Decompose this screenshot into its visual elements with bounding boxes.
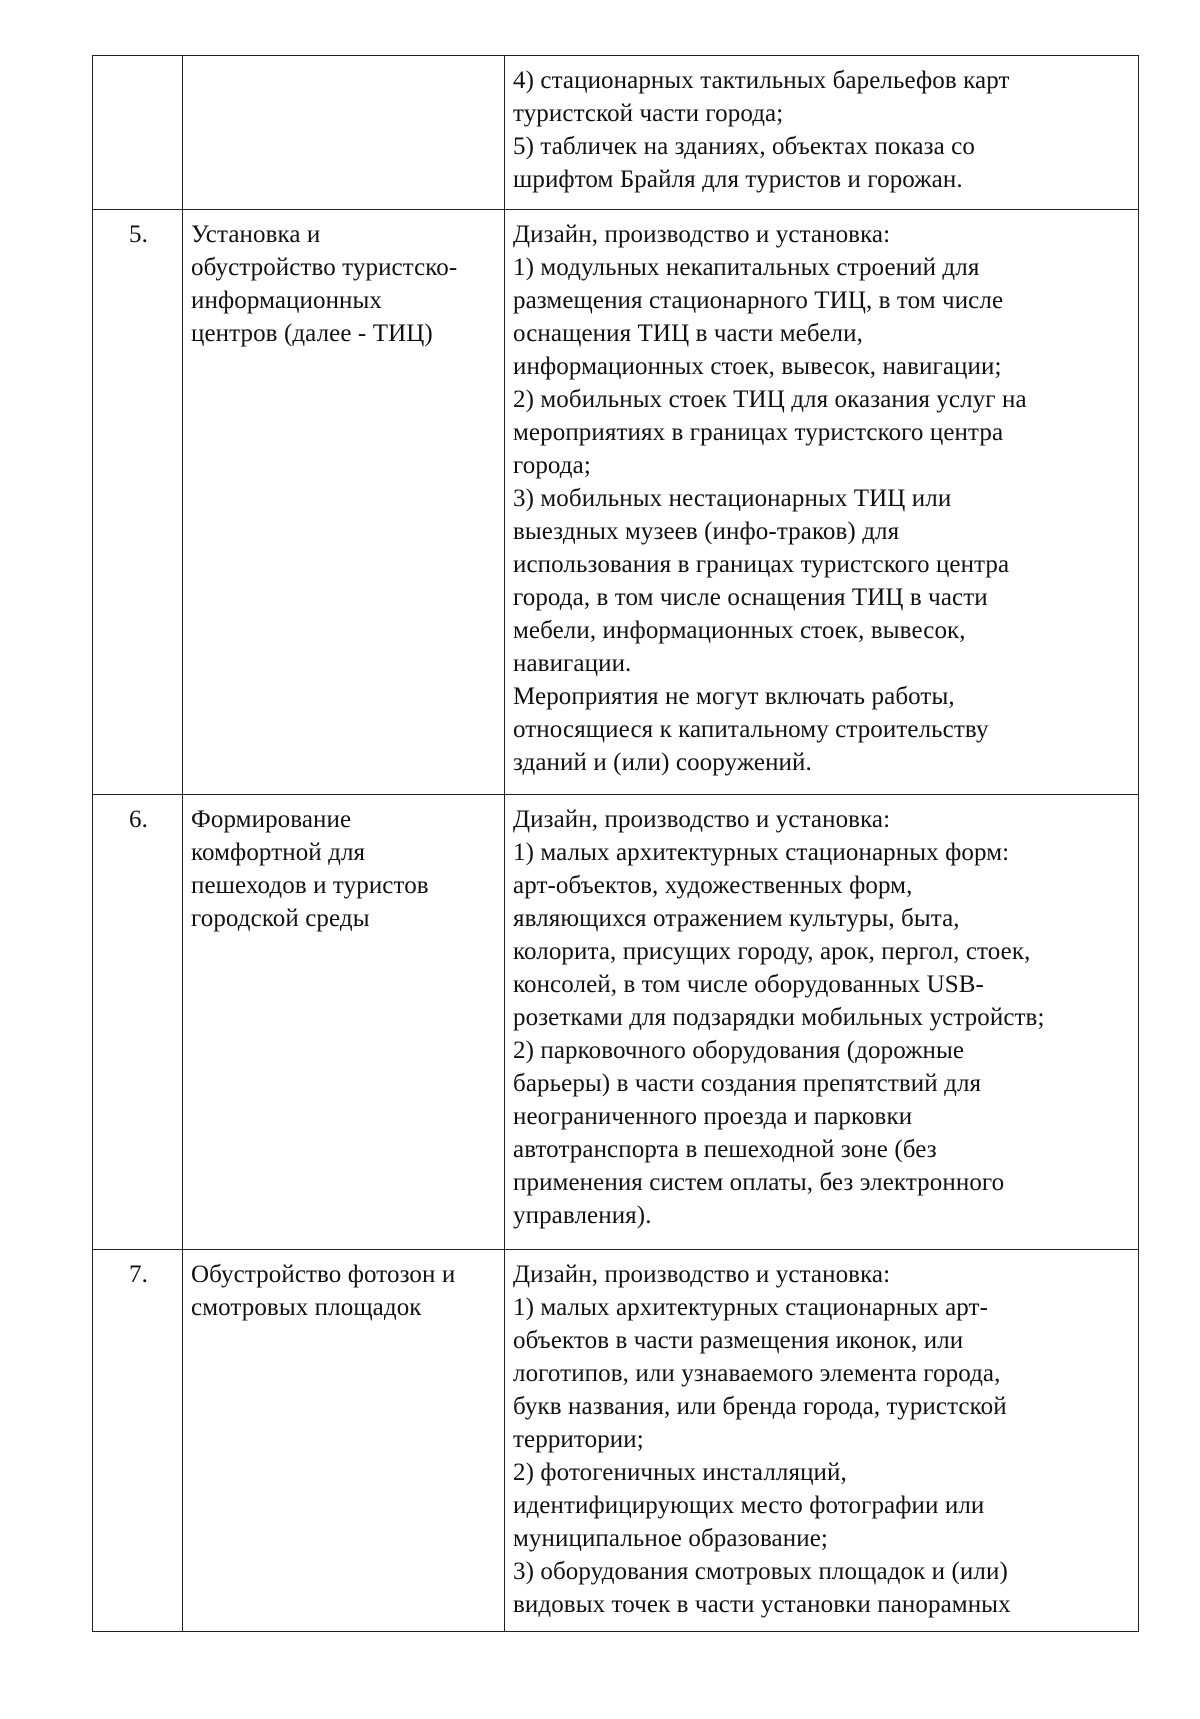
description-line: города, в том числе оснащения ТИЦ в части	[513, 584, 988, 611]
description-line: выездных музеев (инфо-траков) для	[513, 518, 900, 545]
description-line: колорита, присущих городу, арок, пергол, стоек,	[513, 938, 1031, 965]
row-number-cell	[93, 1250, 183, 1632]
description-line: использования в границах туристского центра	[513, 551, 1010, 578]
description-line: идентифицирующих место фотографии или	[513, 1492, 985, 1519]
description-line: города;	[513, 452, 591, 479]
measure-name-line: центров (далее - ТИЦ)	[191, 320, 433, 347]
description-line: Дизайн, производство и установка:	[513, 221, 891, 248]
description-line: оснащения ТИЦ в части мебели,	[513, 320, 863, 347]
table-row	[93, 56, 1139, 210]
measure-description-cell	[505, 56, 1139, 210]
description-line: 1) малых архитектурных стационарных форм:	[513, 839, 1010, 866]
description-line: применения систем оплаты, без электронного	[513, 1169, 1005, 1196]
description-line: 3) мобильных нестационарных ТИЦ или	[513, 485, 952, 512]
description-line: управления).	[513, 1202, 652, 1229]
row-number: 5.	[129, 221, 148, 248]
description-line: консолей, в том числе оборудованных USB-	[513, 971, 984, 998]
table-row	[93, 795, 1139, 1250]
description-line: Мероприятия не могут включать работы,	[513, 683, 955, 710]
description-line: шрифтом Брайля для туристов и горожан.	[513, 166, 963, 193]
measure-description-cell	[505, 210, 1139, 795]
description-line: 2) парковочного оборудования (дорожные	[513, 1037, 965, 1064]
description-line: мебели, информационных стоек, вывесок,	[513, 617, 966, 644]
row-number-cell	[93, 56, 183, 210]
description-line: 1) модульных некапитальных строений для	[513, 254, 980, 281]
row-number-cell	[93, 795, 183, 1250]
measure-name-line: информационных	[191, 287, 383, 314]
measure-name-line: Обустройство фотозон и	[191, 1261, 456, 1288]
description-line: неограниченного проезда и парковки	[513, 1103, 913, 1130]
description-line: 1) малых архитектурных стационарных арт-	[513, 1294, 988, 1321]
measure-name-line: городской среды	[191, 905, 370, 932]
description-line: размещения стационарного ТИЦ, в том числе	[513, 287, 1004, 314]
measures-table	[92, 55, 1139, 1632]
description-line: зданий и (или) сооружений.	[513, 749, 812, 776]
description-line: автотранспорта в пешеходной зоне (без	[513, 1136, 937, 1163]
description-line: Дизайн, производство и установка:	[513, 806, 891, 833]
description-line: относящиеся к капитальному строительству	[513, 716, 989, 743]
description-line: объектов в части размещения иконок, или	[513, 1327, 964, 1354]
row-number-cell	[93, 210, 183, 795]
row-number: 6.	[129, 806, 148, 833]
description-line: букв названия, или бренда города, туристской	[513, 1393, 1007, 1420]
table-row	[93, 210, 1139, 795]
measure-name-line: смотровых площадок	[191, 1294, 422, 1321]
description-line: мероприятиях в границах туристского центра	[513, 419, 1004, 446]
measure-name-cell	[183, 1250, 505, 1632]
description-line: муниципальное образование;	[513, 1525, 828, 1552]
measure-name-line: обустройство туристско-	[191, 254, 458, 281]
description-line: 2) фотогеничных инсталляций,	[513, 1459, 847, 1486]
description-line: 3) оборудования смотровых площадок и (или)	[513, 1558, 1008, 1585]
description-line: информационных стоек, вывесок, навигации;	[513, 353, 1002, 380]
description-line: видовых точек в части установки панорамных	[513, 1591, 1011, 1618]
measure-name-cell	[183, 56, 505, 210]
description-line: являющихся отражением культуры, быта,	[513, 905, 960, 932]
description-line: барьеры) в части создания препятствий для	[513, 1070, 982, 1097]
description-line: территории;	[513, 1426, 644, 1453]
description-line: туристской части города;	[513, 100, 784, 127]
measure-name-cell	[183, 795, 505, 1250]
measure-name-line: Установка и	[191, 221, 321, 248]
measure-description-cell	[505, 1250, 1139, 1632]
measure-name-line: Формирование	[191, 806, 352, 833]
description-line: 2) мобильных стоек ТИЦ для оказания услуг на	[513, 386, 1027, 413]
table-row	[93, 1250, 1139, 1632]
row-number: 7.	[129, 1261, 148, 1288]
description-line: логотипов, или узнаваемого элемента города,	[513, 1360, 1001, 1387]
description-line: арт-объектов, художественных форм,	[513, 872, 913, 899]
description-line: розетками для подзарядки мобильных устройств;	[513, 1004, 1045, 1031]
description-line: 5) табличек на зданиях, объектах показа со	[513, 133, 975, 160]
measure-name-line: комфортной для	[191, 839, 366, 866]
measure-name-line: пешеходов и туристов	[191, 872, 429, 899]
description-line: Дизайн, производство и установка:	[513, 1261, 891, 1288]
description-line: навигации.	[513, 650, 632, 677]
description-line: 4) стационарных тактильных барельефов карт	[513, 67, 1010, 94]
measure-description-cell	[505, 795, 1139, 1250]
measure-name-cell	[183, 210, 505, 795]
